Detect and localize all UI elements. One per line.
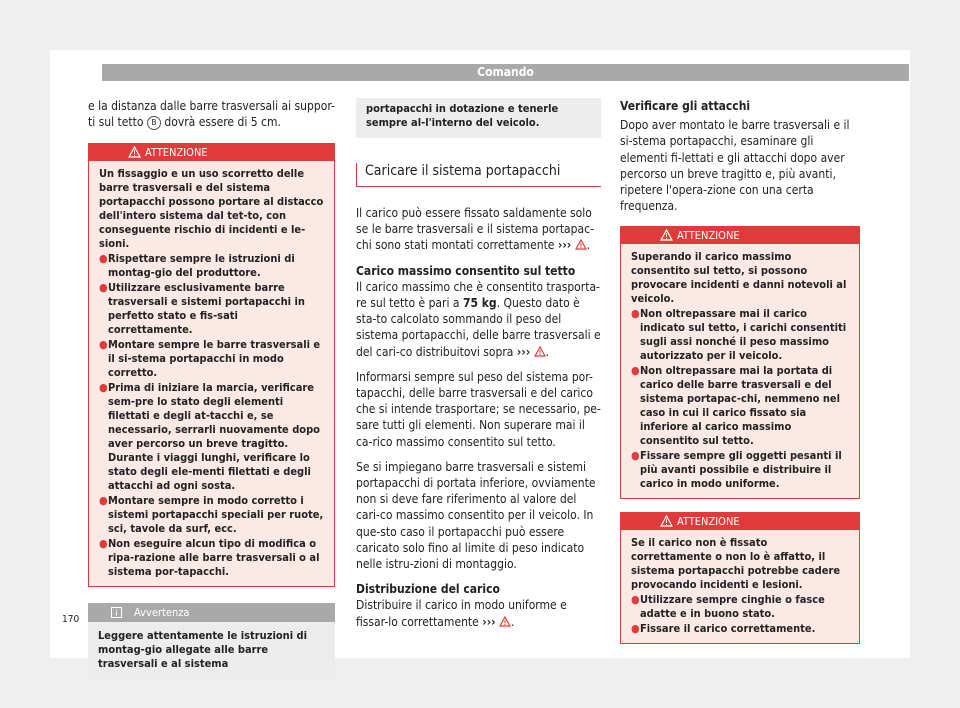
warning-header: ATTENZIONE [621, 227, 859, 244]
list-item: ● Utilizzare sempre cinghie o fasce adatte e in buono stato. [631, 593, 825, 621]
warning-triangle-icon [534, 346, 546, 357]
subheading: Verificare gli attacchi [620, 99, 751, 113]
note-box [88, 603, 335, 680]
section-title: Caricare il sistema portapacchi [356, 162, 601, 187]
paragraph: Se si impiegano barre trasversali e sistemi portapacchi di portata inferiore, ovviamente non si deve fare riferimento al valore del cari-co massimo consentito per il veicolo. In que-sto caso il portapacchi può essere caricato solo fino al limite di peso indicato nelle istru-zioni di montaggio. [356, 459, 596, 572]
note-header: Avvertenza [88, 603, 335, 622]
page-number: 170 [62, 614, 80, 625]
cross-reference[interactable]: ››› [516, 344, 531, 359]
warning-body: Superando il carico massimo consentito sul tetto, si possono provocare incidenti e danni notevoli al veicolo. ● Non oltrepassare mai il carico indicato sul tetto, i carichi consentiti sugli assi nonché il peso massimo autorizzato per il veicolo. ● Non oltrepassare mai la portata di carico delle barre trasversali e del sistema portapac-chi, nemmeno nel caso in cui il carico fissato sia inferiore al carico massimo consentito sul tetto. ● Fissare sempre gli oggetti pesanti il più avanti possibile e distribuire il carico in modo uniforme. [621, 244, 859, 498]
subheading: Carico massimo consentito sul tetto [356, 263, 576, 278]
list-item: ● Non oltrepassare mai il carico indicato sul tetto, i carichi consentiti sugli assi nonché il peso massimo autorizzato per il veicolo. [631, 307, 847, 363]
warning-box-1 [88, 143, 335, 587]
note-body: Leggere attentamente le istruzioni di montag-gio allegate alle barre trasversali e al sistema [98, 629, 307, 671]
list-item: ● Non oltrepassare mai la portata di carico delle barre trasversali e del sistema portapac-chi, nemmeno nel caso in cui il carico fissato sia inferiore al carico massimo consentito sul tetto. [631, 364, 841, 448]
list-item: ● Montare sempre in modo corretto i sistemi portapacchi speciali per ruote, sci, tavole da surf, ecc. [99, 494, 324, 536]
column-left [88, 98, 335, 680]
intro-paragraph: e la distanza dalle barre trasversali ai suppor-ti sul tetto B dovrà essere di 5 cm. [88, 99, 335, 130]
warning-triangle-icon [499, 616, 511, 627]
warning-box-2 [620, 226, 860, 499]
paragraph: Distribuire il carico in modo uniforme e fissar-lo correttamente ››› . [356, 598, 567, 629]
note-continuation: portapacchi in dotazione e tenerle sempre al-l'interno del veicolo. [356, 98, 601, 138]
cross-reference[interactable]: ››› [557, 238, 572, 253]
list-item: ● Prima di iniziare la marcia, verificare sem-pre lo stato degli elementi filettati e degli at-tacchi e, se necessario, serrarli nuovamente dopo aver percorso un breve tragitto. Durante i viaggi lunghi, verificare lo stato degli ele-menti filettati e degli attacchi ad ogni sosta. [99, 381, 320, 493]
warning-triangle-icon [575, 239, 587, 250]
list-item: ● Montare sempre le barre trasversali e il si-stema portapacchi in modo corretto. [99, 338, 321, 380]
warning-header: ATTENZIONE [621, 513, 859, 530]
paragraph: Dopo aver montato le barre trasversali e il si-stema portapacchi, esaminare gli elementi fi-lettati e gli attacchi dopo aver percorso un breve tragitto e, più avanti, ripetere l'opera-zione con una certa frequenza. [620, 118, 850, 214]
page-header: Comando [102, 64, 909, 81]
list-item: ● Rispettare sempre le istruzioni di montag-gio del produttore. [99, 252, 295, 280]
list-item: ● Non eseguire alcun tipo di modifica o ripa-razione alle barre trasversali o al sistema por-tapacchi. [99, 537, 320, 579]
list-item: ● Utilizzare esclusivamente barre trasversali e sistemi portapacchi in perfetto stato e fis-sati correttamente. [99, 281, 305, 337]
info-note-icon [111, 607, 122, 618]
paragraph: Informarsi sempre sul peso del sistema por-tapacchi, delle barre trasversali e del carico che si intende trasportare; se necessario, pe-sare tutti gli elementi. Non superare mai il ca-rico massimo consentito sul tetto. [356, 369, 601, 449]
subheading: Distribuzione del carico [356, 582, 500, 597]
warning-triangle-icon [660, 515, 673, 527]
list-item: ● Fissare sempre gli oggetti pesanti il più avanti possibile e distribuire il carico in modo uniforme. [631, 449, 842, 491]
warning-body: Un fissaggio e un uso scorretto delle barre trasversali e del sistema portapacchi possono portare al distacco dell'intero sistema dal tet-to, con conseguente rischio di incidenti e le-sioni. ● Rispettare sempre le istruzioni di montag-gio del produttore. ● Utilizzare esclusivamente barre trasversali e sistemi portapacchi in perfetto stato e fis-sati correttamente. ● Montare sempre le barre trasversali e il si-stema portapacchi in modo corretto. ● Prima di iniziare la marcia, verificare sem-pre lo stato degli elementi filettati e degli at-tacchi e, se necessario, serrarli nuovamente dopo aver percorso un breve tragitto. Durante i viaggi lunghi, verificare lo stato degli ele-menti filettati e degli attacchi ad ogni sosta. ● Montare sempre in modo corretto i sistemi portapacchi speciali per ruote, sci, tavole da surf, ecc. ● Non eseguire alcun tipo di modifica o ripa-razione alle barre trasversali o al sistema por-tapacchi. [99, 167, 324, 579]
page [50, 50, 910, 671]
marker-b: B [147, 116, 161, 130]
column-right [620, 98, 860, 644]
warning-triangle-icon [660, 229, 673, 241]
column-middle [356, 98, 601, 630]
warning-triangle-icon [128, 146, 141, 158]
warning-header: ATTENZIONE [89, 144, 334, 161]
cross-reference[interactable]: ››› [482, 614, 496, 629]
list-item: ● Fissare il carico correttamente. [631, 622, 816, 636]
warning-body: Se il carico non è fissato correttamente o non lo è affatto, il sistema portapacchi potrebbe cadere provocando incidenti e lesioni. ● Utilizzare sempre cinghie o fasce adatte e in buono stato. ● Fissare il carico correttamente. [621, 530, 859, 643]
warning-box-3 [620, 512, 860, 644]
paragraph: Il carico massimo che è consentito trasporta-re sul tetto è pari a 75 kg. Questo dato è sta-to calcolato sommando il peso del sistema portapacchi, delle barre trasversali e del cari-co distribuitovi sopra ››› . [356, 279, 601, 359]
paragraph: Il carico può essere fissato saldamente solo se le barre trasversali e il sistema portapac-chi sono stati montati correttamente ››› . [356, 206, 594, 253]
